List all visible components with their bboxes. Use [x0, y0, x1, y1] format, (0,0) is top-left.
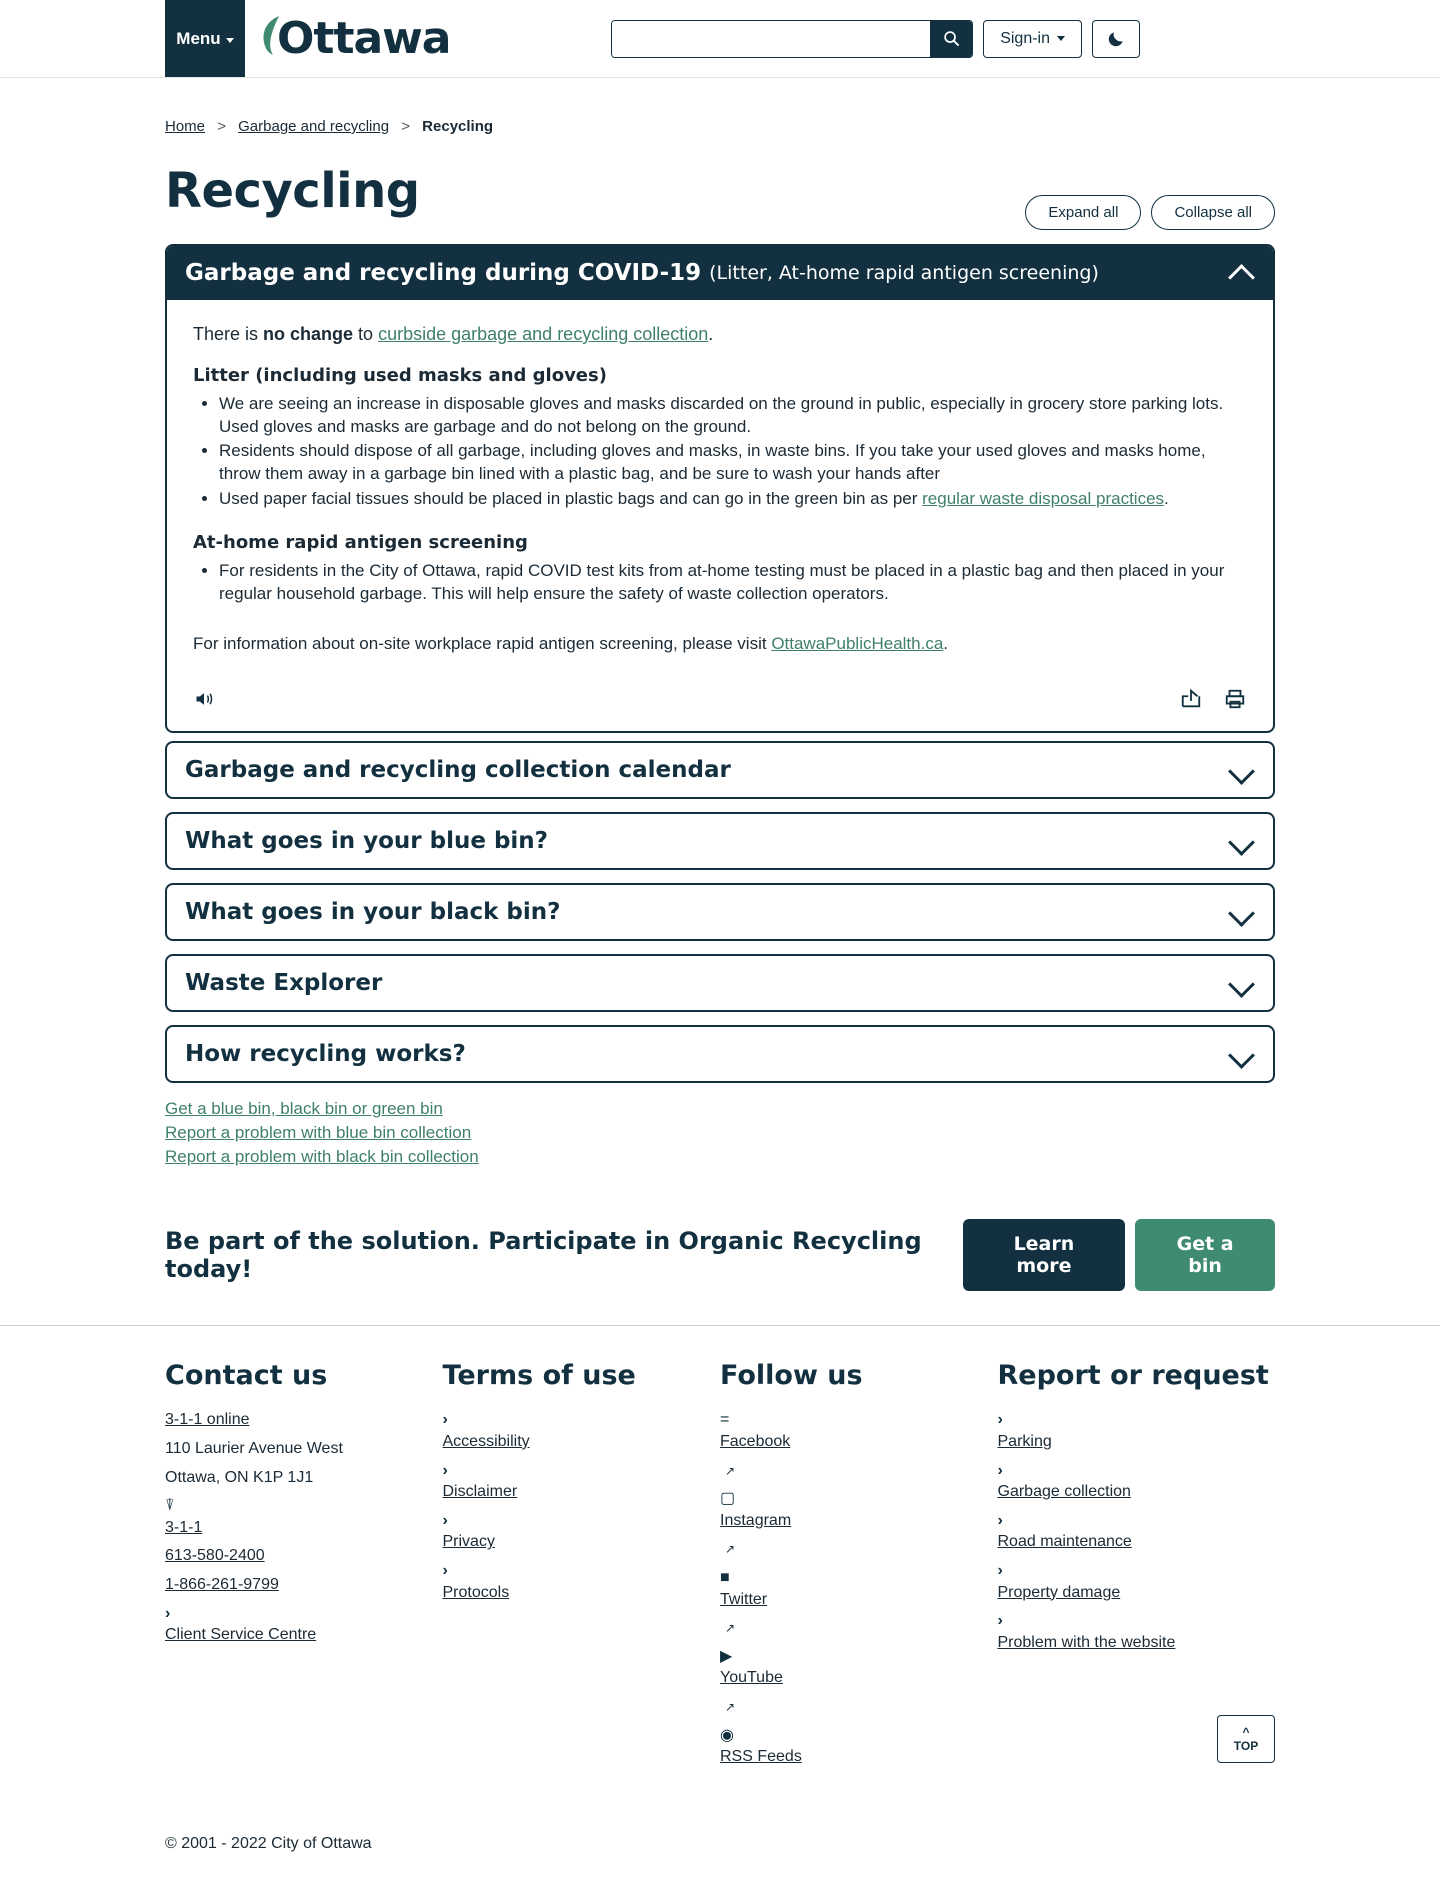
- lead-suffix: .: [708, 324, 714, 344]
- search-box: [611, 20, 973, 58]
- footer-link-client-service[interactable]: Client Service Centre: [165, 1626, 317, 1644]
- menu-button[interactable]: [165, 0, 245, 77]
- main-content: [0, 78, 1440, 1325]
- collapse-all-button[interactable]: Collapse all: [1151, 195, 1275, 230]
- learn-more-button[interactable]: Learn more: [963, 1219, 1126, 1291]
- footer-column-terms: [443, 1360, 721, 1774]
- list-item-prefix: Used paper facial tissues should be placed in plastic bags and can go in the green bin as per: [219, 489, 923, 509]
- signin-label: Sign-in: [1000, 29, 1050, 47]
- cta-banner: [165, 1219, 1275, 1325]
- get-a-bin-button[interactable]: Get a bin: [1135, 1219, 1275, 1291]
- list-item: • We are seeing an increase in disposable gloves and masks discarded on the ground in public, especially in grocery store parking lots. Used gloves and masks are garbage and do not belong on the ground.: [219, 393, 1247, 439]
- list-item: • For residents in the City of Ottawa, rapid COVID test kits from at-home testing must be placed in a plastic bag and then placed in your regular household garbage. This will help ensure the safety of waste collection operators.: [219, 560, 1247, 606]
- tty-icon: ⍒: [165, 1497, 175, 1515]
- accordion-title: Waste Explorer: [185, 970, 383, 997]
- chevron-down-icon[interactable]: [1229, 762, 1255, 778]
- accordion-body: [167, 300, 1273, 684]
- chevron-right-icon: ›: [997, 1561, 1003, 1579]
- share-icon[interactable]: [1179, 688, 1203, 715]
- accordion-header-covid[interactable]: [167, 246, 1273, 300]
- list-item-suffix: .: [1164, 489, 1169, 509]
- breadcrumb-parent[interactable]: Garbage and recycling: [238, 118, 390, 135]
- site-footer: [0, 1325, 1440, 1774]
- chevron-down-icon[interactable]: [1229, 833, 1255, 849]
- footer-link-garbage-collection[interactable]: Garbage collection: [997, 1483, 1131, 1501]
- closing-paragraph: [193, 633, 1247, 656]
- chevron-right-icon: ›: [442, 1561, 448, 1579]
- page-title: Recycling: [165, 163, 420, 219]
- accordion-how-recycling-works[interactable]: [165, 1025, 1275, 1083]
- link-report-black-bin[interactable]: Report a problem with black bin collection: [165, 1147, 479, 1167]
- accordion-title: Garbage and recycling collection calendar: [185, 757, 731, 784]
- chevron-right-icon: ›: [442, 1461, 448, 1479]
- curbside-collection-link[interactable]: curbside garbage and recycling collection: [378, 324, 709, 344]
- chevron-right-icon: ›: [997, 1511, 1003, 1529]
- footer-link-phone[interactable]: 613-580-2400: [165, 1547, 265, 1565]
- external-link-icon: ↗: [725, 1621, 736, 1636]
- litter-heading: Litter (including used masks and gloves): [193, 365, 607, 387]
- leaf-icon: [259, 14, 281, 56]
- chevron-down-icon[interactable]: [1229, 1046, 1255, 1062]
- twitter-icon: ■: [720, 1568, 730, 1586]
- lead-mid: to: [353, 324, 379, 344]
- breadcrumb-home[interactable]: Home: [165, 118, 206, 135]
- chevron-down-icon: [226, 38, 234, 43]
- chevron-right-icon: ›: [997, 1461, 1003, 1479]
- signin-button[interactable]: [983, 20, 1082, 58]
- footer-column-contact: [165, 1360, 443, 1774]
- chevron-up-icon[interactable]: [1229, 265, 1255, 281]
- footer-link-rss[interactable]: RSS Feeds: [720, 1748, 802, 1766]
- chevron-right-icon: ›: [442, 1411, 448, 1429]
- lead-prefix: There is: [193, 324, 264, 344]
- speaker-icon[interactable]: [193, 689, 215, 714]
- cta-text: Be part of the solution. Participate in Organic Recycling today!: [165, 1227, 922, 1284]
- related-links: [165, 1099, 1275, 1167]
- footer-link-parking[interactable]: Parking: [997, 1432, 1052, 1450]
- footer-link-facebook[interactable]: Facebook: [720, 1432, 791, 1450]
- chevron-down-icon: [1057, 36, 1065, 41]
- cta-buttons: [963, 1219, 1275, 1291]
- accordion-calendar[interactable]: [165, 741, 1275, 799]
- footer-address-line1: 110 Laurier Avenue West: [165, 1439, 343, 1457]
- breadcrumb-separator: >: [217, 118, 226, 135]
- footer-column-follow: [720, 1360, 998, 1774]
- search-icon: [943, 30, 960, 47]
- external-link-icon: ↗: [725, 1542, 736, 1557]
- youtube-icon: ▶: [720, 1647, 733, 1665]
- footer-link-tty[interactable]: 3-1-1: [165, 1518, 203, 1536]
- accordion-blue-bin[interactable]: [165, 812, 1275, 870]
- chevron-right-icon: ›: [997, 1411, 1003, 1429]
- accordion-title: What goes in your black bin?: [185, 899, 561, 926]
- footer-address-line2: Ottawa, ON K1P 1J1: [165, 1468, 314, 1486]
- list-item: [219, 488, 1247, 511]
- closing-suffix: .: [943, 634, 949, 654]
- search-input[interactable]: [612, 21, 930, 57]
- menu-button-label: Menu: [176, 28, 221, 48]
- accordion-waste-explorer[interactable]: [165, 954, 1275, 1012]
- expand-all-button[interactable]: Expand all: [1025, 195, 1141, 230]
- waste-disposal-practices-link[interactable]: regular waste disposal practices: [922, 489, 1165, 509]
- chevron-up-icon: ^: [1242, 1724, 1250, 1739]
- site-logo[interactable]: [259, 0, 451, 77]
- external-link-icon: ↗: [725, 1699, 736, 1714]
- antigen-heading: At-home rapid antigen screening: [193, 532, 528, 554]
- logo-text: Ottawa: [277, 12, 451, 64]
- footer-heading-terms: Terms of use: [442, 1360, 636, 1392]
- back-to-top-label: TOP: [1233, 1738, 1259, 1753]
- link-get-a-bin[interactable]: Get a blue bin, black bin or green bin: [165, 1099, 443, 1119]
- moon-icon: [1106, 29, 1126, 49]
- breadcrumb-current: Recycling: [422, 118, 494, 135]
- footer-link-property-damage[interactable]: Property damage: [997, 1583, 1121, 1601]
- accordion-title: How recycling works?: [185, 1041, 466, 1068]
- printer-icon[interactable]: [1223, 688, 1247, 715]
- footer-link-accessibility[interactable]: Accessibility: [442, 1432, 530, 1450]
- lead-paragraph: [193, 322, 1247, 346]
- external-link-icon: ↗: [725, 1463, 736, 1478]
- antigen-list: [193, 560, 1247, 606]
- accordion-title: What goes in your blue bin?: [185, 828, 549, 855]
- chevron-down-icon[interactable]: [1229, 975, 1255, 991]
- footer-link-disclaimer[interactable]: Disclaimer: [442, 1483, 518, 1501]
- chevron-down-icon[interactable]: [1229, 904, 1255, 920]
- lead-bold: no change: [263, 324, 354, 344]
- chevron-right-icon: ›: [442, 1511, 448, 1529]
- footer-link-youtube[interactable]: YouTube: [720, 1669, 783, 1687]
- chevron-right-icon: ›: [997, 1612, 1003, 1630]
- litter-list: [193, 393, 1247, 512]
- instagram-icon: ▢: [720, 1490, 736, 1508]
- footer-link-311-online[interactable]: 3-1-1 online: [165, 1411, 250, 1429]
- site-header: [0, 0, 1440, 78]
- breadcrumb-separator: >: [401, 118, 410, 135]
- chevron-right-icon: ›: [165, 1604, 171, 1622]
- back-to-top-button[interactable]: [1217, 1715, 1275, 1763]
- footer-link-privacy[interactable]: Privacy: [442, 1533, 495, 1551]
- footer-column-report: [998, 1360, 1276, 1774]
- footer-link-protocols[interactable]: Protocols: [442, 1583, 510, 1601]
- accordion-title: Garbage and recycling during COVID-19: [185, 260, 702, 286]
- rss-icon: ◉: [720, 1726, 734, 1744]
- list-item: • Residents should dispose of all garbage, including gloves and masks, in waste bins. If you take your used gloves and masks home, throw them away in a garbage bin lined with a plastic bag, and be sure to wash your hands after: [219, 440, 1247, 486]
- breadcrumb: [165, 78, 1275, 135]
- ottawa-public-health-link[interactable]: OttawaPublicHealth.ca: [771, 634, 944, 654]
- copyright-text: © 2001 - 2022 City of Ottawa: [165, 1834, 372, 1852]
- footer-link-website-problem[interactable]: Problem with the website: [997, 1633, 1176, 1651]
- footer-link-instagram[interactable]: Instagram: [720, 1511, 792, 1529]
- footer-link-road-maintenance[interactable]: Road maintenance: [997, 1533, 1132, 1551]
- theme-toggle-button[interactable]: [1092, 20, 1140, 58]
- accordion-covid: [165, 244, 1275, 733]
- closing-prefix: For information about on-site workplace rapid antigen screening, please visit: [193, 634, 772, 654]
- facebook-icon: =: [720, 1411, 730, 1429]
- footer-heading-report: Report or request: [997, 1360, 1269, 1392]
- accordion-black-bin[interactable]: [165, 883, 1275, 941]
- search-button[interactable]: [930, 21, 972, 57]
- accordion-subtitle: (Litter, At-home rapid antigen screening): [709, 262, 1099, 284]
- footer-link-tollfree[interactable]: 1-866-261-9799: [165, 1575, 279, 1593]
- accordion-footer: [167, 684, 1273, 731]
- footer-heading-follow: Follow us: [720, 1360, 863, 1392]
- footer-link-twitter[interactable]: Twitter: [720, 1590, 768, 1608]
- header-actions: [611, 0, 1440, 77]
- link-report-blue-bin[interactable]: Report a problem with blue bin collection: [165, 1123, 472, 1143]
- footer-heading-contact: Contact us: [165, 1360, 328, 1392]
